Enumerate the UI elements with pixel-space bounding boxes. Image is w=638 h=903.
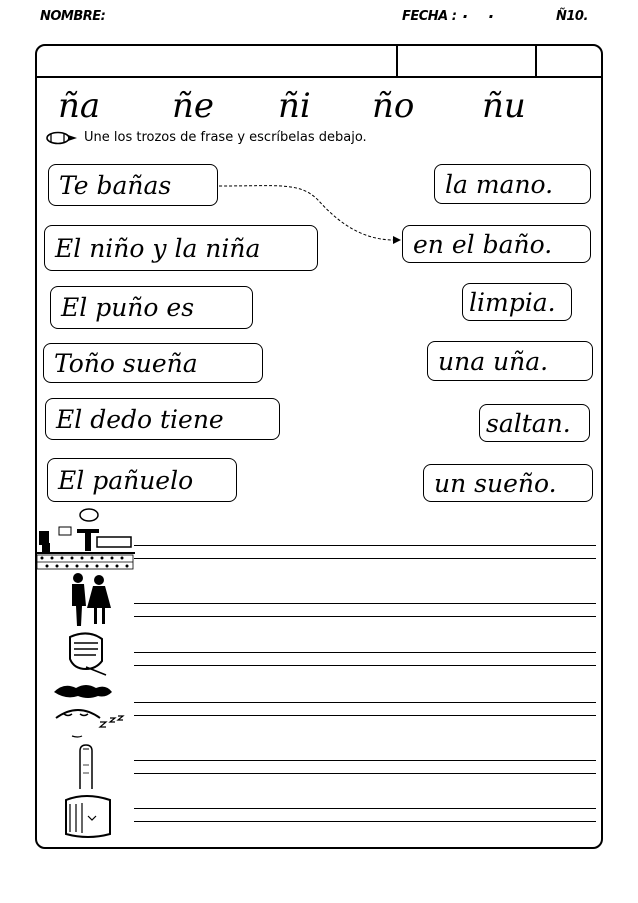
left-phrase-box[interactable]: El puño es: [50, 286, 253, 329]
writing-line[interactable]: [134, 715, 596, 716]
instruction-text: Une los trozos de frase y escríbelas debajo.: [84, 130, 367, 145]
sheet-number: Ñ10.: [556, 8, 588, 24]
syllable: ñe: [172, 86, 215, 126]
right-phrase-box[interactable]: saltan.: [479, 404, 590, 442]
syllable: ñi: [278, 86, 311, 126]
writing-line[interactable]: [134, 545, 596, 546]
writing-line[interactable]: [134, 702, 596, 703]
writing-line[interactable]: [134, 773, 596, 774]
writing-line[interactable]: [134, 603, 596, 604]
writing-line[interactable]: [134, 821, 596, 822]
writing-line[interactable]: [134, 616, 596, 617]
left-phrase-box[interactable]: El dedo tiene: [45, 398, 280, 440]
syllable: ña: [58, 86, 101, 126]
right-phrase-box[interactable]: una uña.: [427, 341, 593, 381]
right-phrase-box[interactable]: limpia.: [462, 283, 572, 321]
left-phrase-box[interactable]: El pañuelo: [47, 458, 237, 502]
fecha-label: FECHA :: [402, 8, 457, 24]
nombre-label: NOMBRE:: [40, 8, 106, 24]
writing-line[interactable]: [134, 652, 596, 653]
writing-line[interactable]: [134, 760, 596, 761]
writing-line[interactable]: [134, 808, 596, 809]
finger-icon: [74, 743, 98, 791]
handkerchief-icon: [62, 794, 114, 840]
syllable: ño: [372, 86, 415, 126]
right-phrase-box[interactable]: un sueño.: [423, 464, 593, 502]
right-phrase-box[interactable]: en el baño.: [402, 225, 591, 263]
fecha-dots: · ·: [462, 6, 494, 26]
bathroom-icon: [37, 505, 135, 571]
left-phrase-box[interactable]: Te bañas: [48, 164, 218, 206]
children-icon: [66, 572, 114, 628]
writing-line[interactable]: [134, 558, 596, 559]
writing-line[interactable]: [134, 665, 596, 666]
right-phrase-box[interactable]: la mano.: [434, 164, 591, 204]
sleeping-face-icon: [50, 678, 128, 744]
left-phrase-box[interactable]: El niño y la niña: [44, 225, 318, 271]
left-phrase-box[interactable]: Toño sueña: [43, 343, 263, 383]
syllable: ñu: [482, 86, 526, 126]
fist-icon: [62, 627, 112, 677]
